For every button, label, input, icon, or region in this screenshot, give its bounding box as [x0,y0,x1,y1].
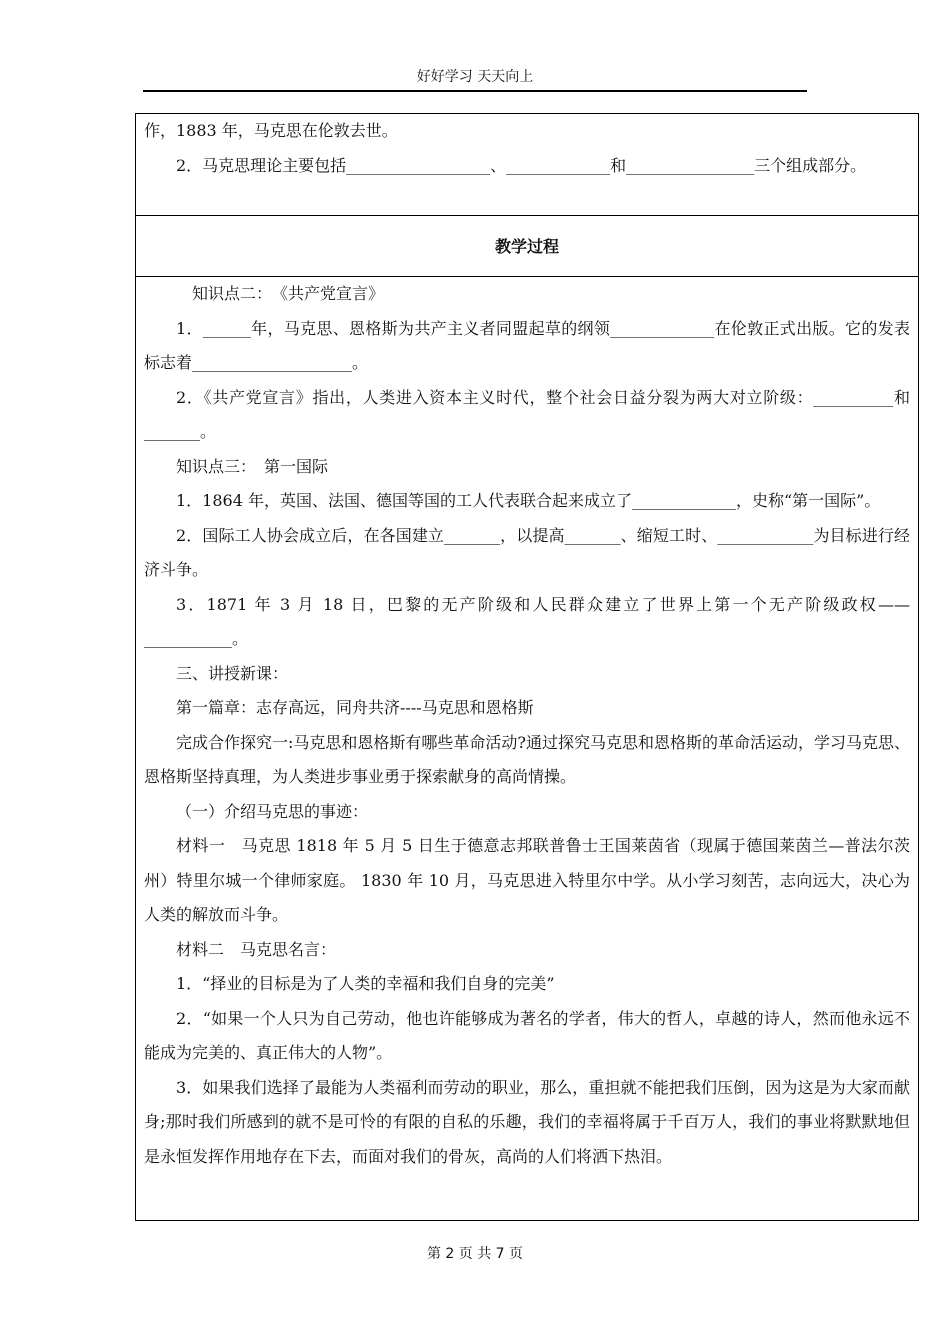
body-paragraph: 第一篇章：志存高远，同舟共济----马克思和恩格斯 [176,698,534,717]
intro-paragraph-1: 作，1883 年，马克思在伦敦去世。 [144,121,398,140]
body-paragraph: 材料二 马克思名言： [176,939,337,959]
body-paragraph: 1．“择业的目标是为了人类的幸福和我们自身的完美” [176,974,555,993]
body-paragraph: 三、讲授新课： [176,663,289,683]
body-paragraph: 2．“如果一个人只为自己劳动，他也许能够成为著名的学者，伟大的哲人，卓越的诗人，然而他永远不能成为完美的、真正伟大的人物”。 [144,1008,910,1062]
page-header: 好好学习 天天向上 [143,64,807,92]
body-paragraph: 2．《共产党宣言》指出，人类进入资本主义时代，整个社会日益分裂为两大对立阶级：__________和_______。 [144,387,910,441]
body-paragraph: 1．______年，马克思、恩格斯为共产主义者同盟起草的纲领_____________在伦敦正式出版。它的发表标志着____________________。 [144,318,910,372]
lesson-table [135,113,919,1221]
page-footer: 第 2 页 共 7 页 [426,1246,524,1262]
table-row-intro [136,114,918,216]
body-paragraph: 知识点二： 《共产党宣言》 [192,284,385,303]
intro-paragraph-2: 2．马克思理论主要包括__________________、_____________和________________三个组成部分。 [176,155,867,175]
body-paragraph: 2．国际工人协会成立后，在各国建立_______，以提高_______、缩短工时、____________为目标进行经济斗争。 [144,525,910,579]
section-title: 教学过程 [136,216,918,277]
table-row-body [136,277,918,1221]
intro-content [136,114,918,183]
body-paragraph: 3．1871 年 3 月 18 日，巴黎的无产阶级和人民群众建立了世界上第一个无产阶级政权——___________。 [144,594,910,648]
body-paragraph: （一）介绍马克思的事迹： [176,801,369,821]
body-paragraph: 1．1864 年，英国、法国、德国等国的工人代表联合起来成立了_____________，史称“第一国际”。 [176,491,881,510]
body-paragraph: 知识点三： 第一国际 [176,456,329,476]
body-content [136,277,918,1174]
body-paragraph: 完成合作探究一:马克思和恩格斯有哪些革命活动?通过探究马克思和恩格斯的革命活运动，学习马克思、恩格斯坚持真理，为人类进步事业勇于探索献身的高尚情操。 [144,732,910,786]
body-paragraph: 材料一 马克思 1818 年 5 月 5 日生于德意志邦联普鲁士王国莱茵省（现属于德国莱茵兰—普法尔茨州）特里尔城一个律师家庭。 1830 年 10 月，马克思进入特里尔中学。从小学习刻苦，志向远大，决心为人类的解放而斗争。 [144,836,910,924]
body-paragraph: 3．如果我们选择了最能为人类福利而劳动的职业，那么，重担就不能把我们压倒，因为这是为大家而献身;那时我们所感到的就不是可怜的有限的自私的乐趣，我们的幸福将属于千百万人，我们的事业将默默地但是永恒发挥作用地存在下去，而面对我们的骨灰，高尚的人们将洒下热泪。 [144,1077,910,1166]
